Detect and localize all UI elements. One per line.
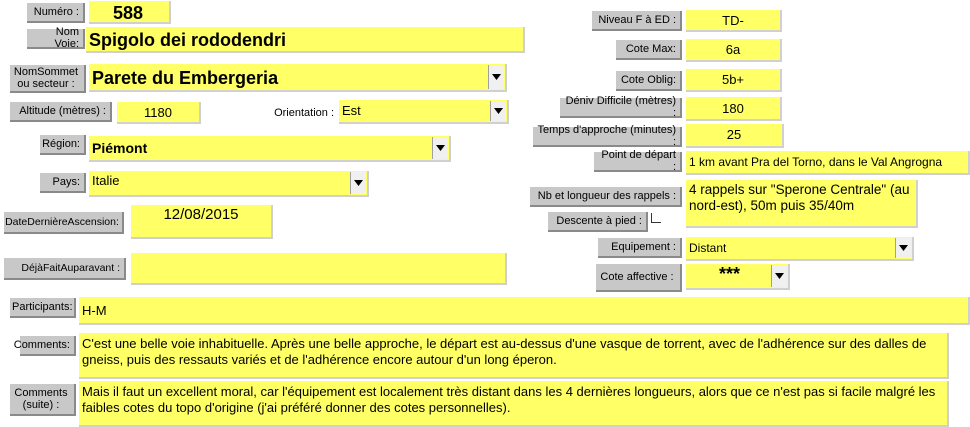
equipement-value: Distant	[689, 241, 727, 255]
pays-label: Pays:	[40, 173, 86, 193]
altitude-field[interactable]: 1180	[117, 102, 201, 124]
orientation-value: Est	[342, 103, 361, 118]
nom-sommet-select[interactable]	[89, 64, 507, 92]
point-depart-label: Point de départ :	[594, 152, 682, 172]
cote-max-field[interactable]: 6a	[686, 39, 782, 62]
chevron-down-icon[interactable]	[490, 101, 506, 121]
date-derniere-label: DateDernièreAscension:	[4, 212, 124, 234]
cote-max-label: Cote Max:	[616, 40, 682, 60]
descente-checkbox[interactable]	[651, 213, 661, 223]
comments-suite-label: Comments (suite) :	[10, 384, 76, 416]
deniv-label: Déniv Difficile (mètres) :	[560, 98, 682, 118]
nom-sommet-label: NomSommet ou secteur :	[10, 65, 86, 93]
numero-field[interactable]: 588	[89, 1, 171, 24]
niveau-field[interactable]: TD-	[686, 10, 782, 32]
nom-voie-field[interactable]: Spigolo dei rododendri	[86, 27, 525, 53]
orientation-label: Orientation :	[274, 107, 334, 119]
comments-field[interactable]: C'est une belle voie inhabituelle. Après une belle approche, le départ est au-dessus d'une vasque de torrent, avec de l'adhérence sur des dalles de gneiss, puis des ressauts variés et de l'adhérence encore autour d'un long éperon.	[79, 333, 949, 379]
chevron-down-icon[interactable]	[432, 137, 448, 159]
cote-affective-label: Cote affective :	[596, 264, 682, 292]
deja-fait-field[interactable]	[131, 253, 507, 285]
cote-affective-value: ***	[718, 264, 740, 284]
participants-label: Participants:	[10, 298, 76, 318]
pays-select[interactable]	[89, 171, 369, 197]
rappels-label: Nb et longueur des rappels :	[530, 187, 682, 207]
nom-voie-label: Nom Voie:	[27, 29, 85, 49]
chevron-down-icon[interactable]	[350, 172, 366, 194]
deja-fait-label: DéjàFaitAuparavant :	[4, 258, 126, 280]
region-select[interactable]	[89, 136, 451, 162]
cote-oblig-field[interactable]: 5b+	[686, 69, 782, 92]
temps-approche-label: Temps d'approche (minutes) :	[533, 127, 682, 147]
pays-value: Italie	[92, 173, 120, 188]
descente-label: Descente à pied :	[548, 212, 648, 232]
equipement-select[interactable]	[686, 237, 914, 261]
rappels-field[interactable]: 4 rappels sur "Sperone Centrale" (au nord-est), 50m puis 35/40m	[686, 180, 918, 228]
comments-label: Comments:	[20, 336, 76, 356]
temps-approche-field[interactable]: 25	[686, 124, 784, 148]
region-value: Piémont	[92, 140, 148, 156]
cote-affective-select[interactable]	[686, 264, 790, 290]
deniv-field[interactable]: 180	[686, 97, 782, 121]
participants-field[interactable]: H-M	[79, 297, 970, 325]
numero-label: Numéro :	[27, 3, 85, 23]
date-derniere-field[interactable]: 12/08/2015	[131, 205, 273, 239]
chevron-down-icon[interactable]	[771, 265, 787, 287]
chevron-down-icon[interactable]	[488, 65, 504, 89]
orientation-select[interactable]	[339, 100, 509, 124]
equipement-label: Equipement :	[598, 238, 682, 258]
comments-suite-field[interactable]: Mais il faut un excellent moral, car l'équipement est localement très distant dans les 4 dernières longueurs, alors que ce n'est pas si facile malgré les faibles cotes du topo d'origine (j'ai préféré donner des cotes personnelles).	[79, 381, 949, 427]
nom-sommet-value: Parete du Embergeria	[92, 68, 279, 88]
niveau-label: Niveau F à ED :	[592, 11, 682, 31]
altitude-label: Altitude (mètres) :	[10, 102, 112, 122]
point-depart-field[interactable]: 1 km avant Pra del Torno, dans le Val Angrogna	[686, 151, 970, 175]
chevron-down-icon[interactable]	[895, 238, 911, 258]
region-label: Région:	[40, 135, 86, 155]
cote-oblig-label: Cote Oblig:	[616, 71, 682, 91]
